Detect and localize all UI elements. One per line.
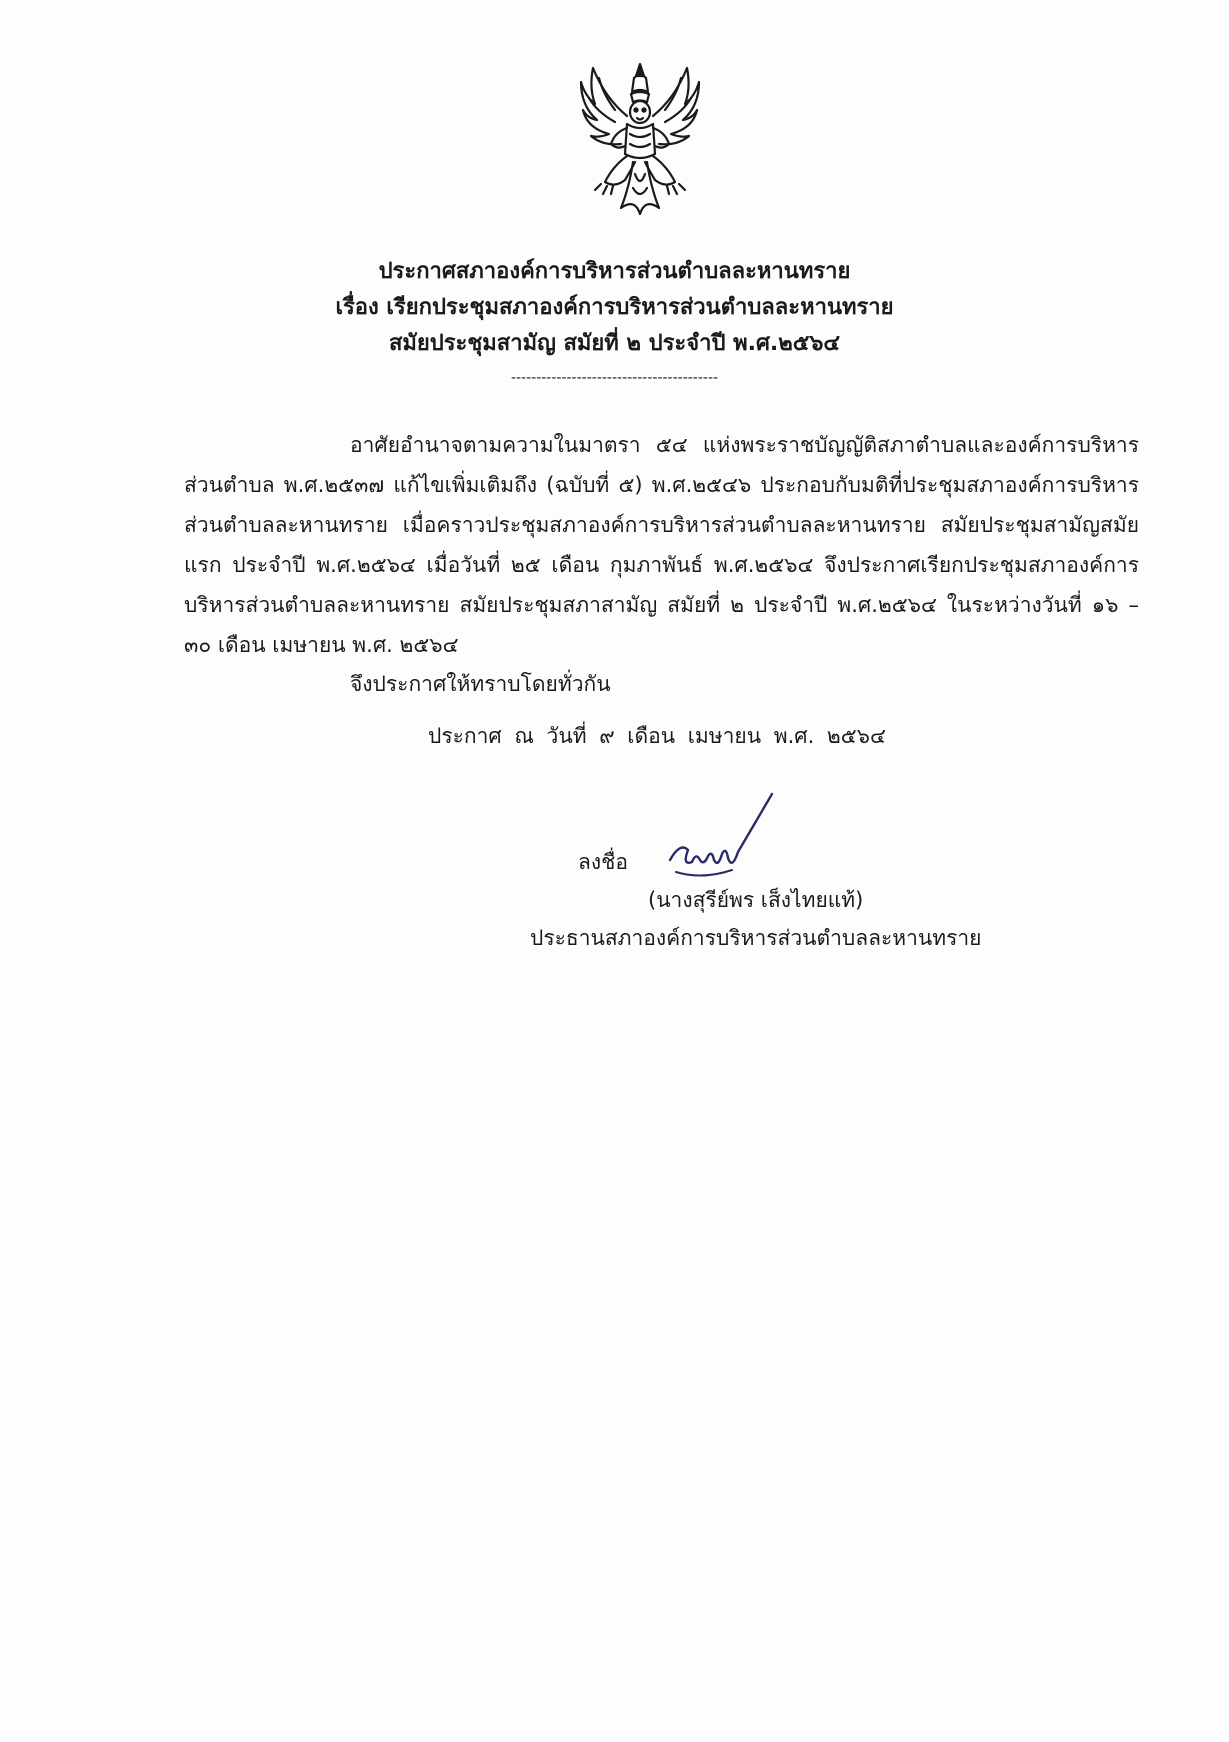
handwritten-signature <box>662 790 782 890</box>
signer-title: ประธานสภาองค์การบริหารส่วนตำบลละหานทราย <box>530 926 982 950</box>
garuda-emblem-icon <box>575 58 705 218</box>
heading-line-3: สมัยประชุมสามัญ สมัยที่ ๒ ประจำปี พ.ศ.๒๕๖๔ <box>388 331 841 356</box>
heading-line-1: ประกาศสภาองค์การบริหารส่วนตำบลละหานทราย <box>378 259 851 284</box>
heading-divider: ----------------------------------------- <box>510 370 719 386</box>
announcement-date: ประกาศ ณ วันที่ ๙ เดือน เมษายน พ.ศ. ๒๕๖๔ <box>428 724 886 748</box>
signer-name: (นางสุรีย์พร เส็งไทยแท้) <box>648 888 864 912</box>
closing-sentence: จึงประกาศให้ทราบโดยทั่วกัน <box>350 672 611 696</box>
body-paragraph: อาศัยอำนาจตามความในมาตรา ๕๔ แห่งพระราชบัญญัติสภาตำบลและองค์การบริหารส่วนตำบล พ.ศ.๒๕๓๗ แก้ไขเพิ่มเติมถึง (ฉบับที่ ๕) พ.ศ.๒๕๔๖ ประกอบกับมติที่ประชุมสภาองค์การบริหารส่วนตำบลละหานทราย เมื่อคราวประชุมสภาองค์การบริหารส่วนตำบลละหานทราย สมัยประชุมสามัญสมัยแรก ประจำปี พ.ศ.๒๕๖๔ เมื่อวันที่ ๒๕ เดือน กุมภาพันธ์ พ.ศ.๒๕๖๔ จึงประกาศเรียกประชุมสภาองค์การบริหารส่วนตำบลละหานทราย สมัยประชุมสภาสามัญ สมัยที่ ๒ ประจำปี พ.ศ.๒๕๖๔ ในระหว่างวันที่ ๑๖ – ๓๐ เดือน เมษายน พ.ศ. ๒๕๖๔ <box>184 433 1139 657</box>
heading-line-2: เรื่อง เรียกประชุมสภาองค์การบริหารส่วนตำบลละหานทราย <box>335 295 894 320</box>
sign-label: ลงชื่อ <box>578 850 628 874</box>
